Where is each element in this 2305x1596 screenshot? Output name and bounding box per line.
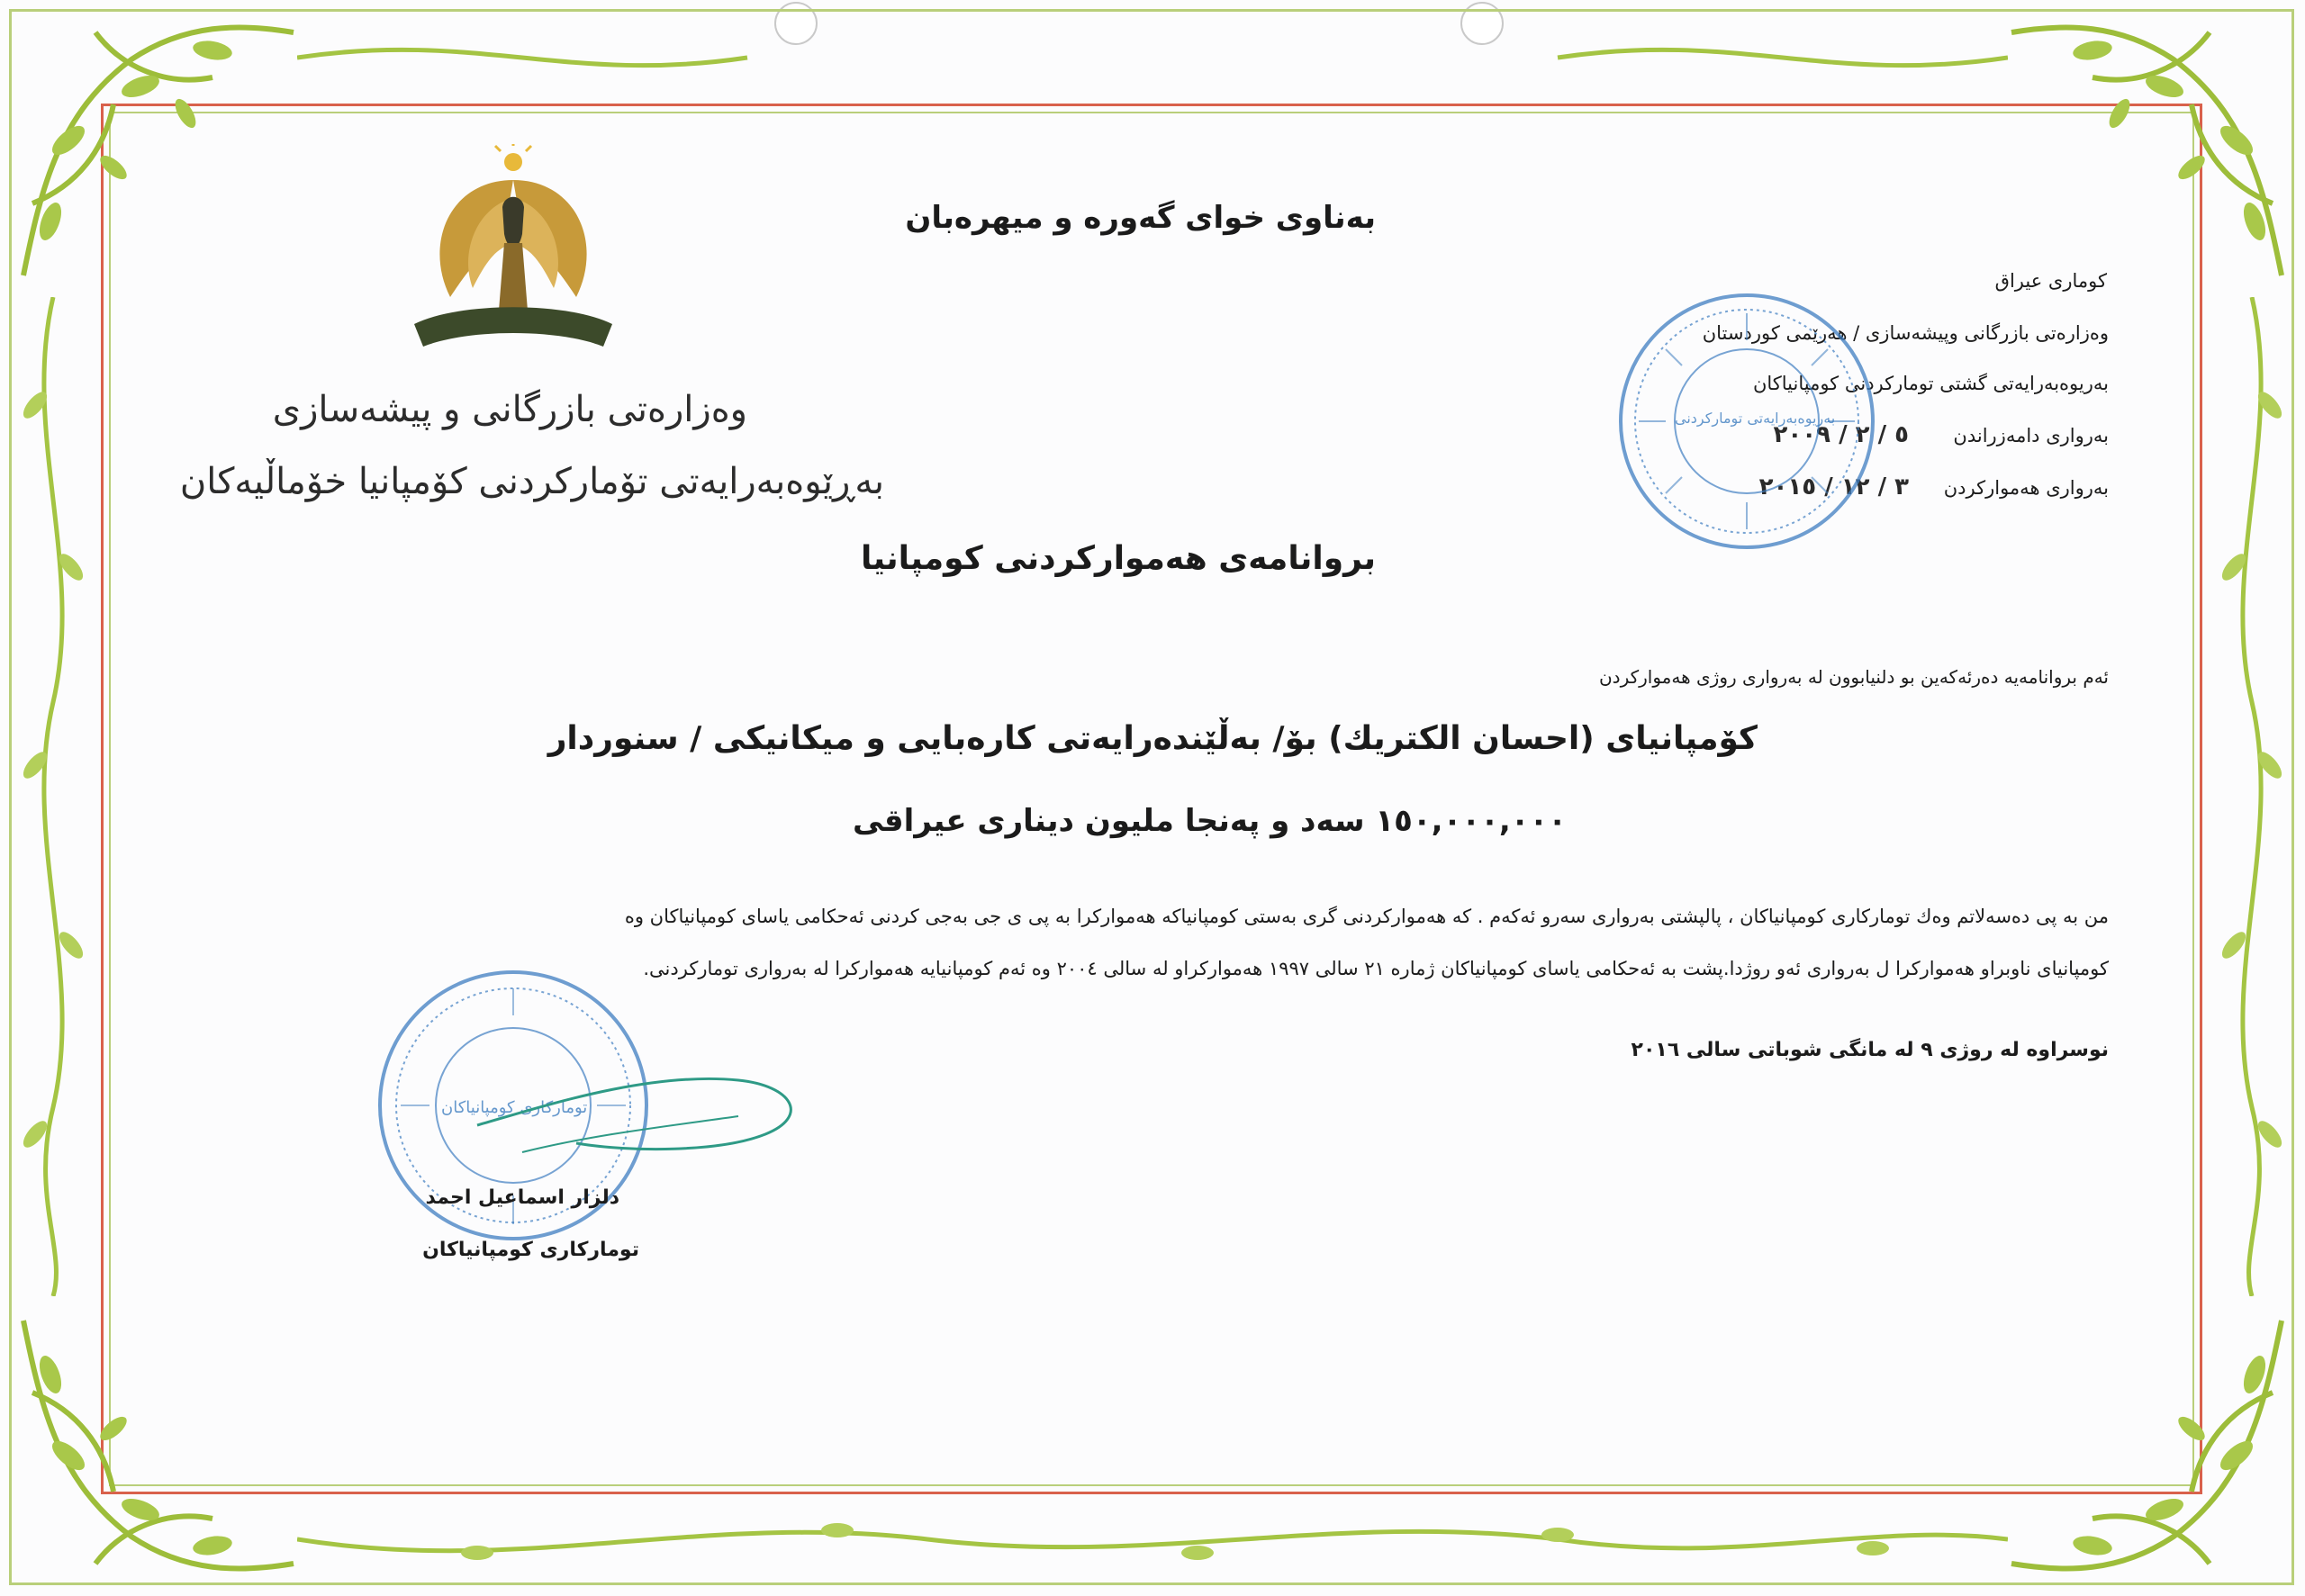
info-amendment-date-value: ٣ / ١٢ / ٢٠١٥ (1758, 473, 1909, 500)
capital-amount-line: ١٥٠,٠٠٠,٠٠٠ سەد و پەنجا ملیون دیناری عیراقی (853, 803, 1567, 839)
issue-date-line: نوسراوە لە روژی ٩ لە مانگی شوباتی سالی ٢٠١٦ (1631, 1039, 2109, 1061)
ministry-name-line2: بەڕێوەبەرایەتی تۆمارکردنی کۆمپانیا خۆماڵیەکان (179, 461, 884, 502)
info-amendment-date-label: بەرواری هەمواركردن (1943, 477, 2109, 499)
certificate-body-line2: کومپانیای ناوبراو هەمواركرا ل بەرواری ئەو روژدا.پشت بە ئەحكامی یاسای کومپانیاکان ژمارە ٢١ سالی ١٩٩٧ هەمواركراو لە سالی ٢٠٠٤ وە ئەم کومپانیایە هەمواركرا لە بەرواری تومارکردنی. (643, 958, 2109, 979)
stamp-top-center-text: بەریوەبەرایەتی تومارکردنی (1675, 410, 1836, 427)
side-vine-left (13, 297, 94, 1296)
info-directorate: بەریوەبەرایەتی گشتی تومارکردنی کومپانیاکان (1752, 373, 2109, 394)
corner-ornament-top-right (2002, 5, 2300, 302)
info-establishment-date-value: ٥ / ٢ / ٢٠٠٩ (1773, 421, 1909, 448)
basmala-heading: بەناوی خوای گەورە و میهرەبان (905, 200, 1376, 236)
side-vine-top (297, 13, 2008, 94)
info-establishment-date-label: بەرواری دامەزراندن (1953, 425, 2109, 446)
corner-ornament-top-left (5, 5, 303, 302)
kurdistan-emblem-logo (396, 144, 630, 360)
handwritten-signature (468, 1017, 810, 1179)
certificate-body-line1: من به پی دەسەلاتم وەك تومارکاری کومپانیاکان ، پالپشتی بەرواری سەرو ئەکەم . کە هەمواركردنی گری بەستی کومپانیاکە هەمواركرا بە پی ی جی بەجی کردنی ئەحكامی یاسای کومپانیاکان وە (624, 906, 2109, 927)
stamp-bottom-center-text: تومارکاری کومپانیاکان (441, 1098, 588, 1117)
corner-ornament-bottom-right (2002, 1294, 2300, 1591)
certificate-title: بروانامەی هەمواركردنی كومپانیا (860, 540, 1376, 577)
ministry-name-line1: وەزارەتی بازرگانی و پیشەسازی (272, 389, 747, 430)
info-ministry: وەزارەتی بازرگانی وپیشەسازی / هەرێمی کوردستان (1702, 322, 2109, 344)
side-vine-bottom (297, 1503, 2008, 1584)
side-vine-right (2211, 297, 2292, 1296)
company-name-line: كۆمپانیای (احسان الكتريك) بۆ/ بەڵێندەرایەتی كارەبایی و میكانیكی / سنوردار (547, 720, 1758, 757)
certificate-intro: ئەم بروانامەیە دەرئەكەین بو دلنیابوون لە بەرواری روژی هەمواركردن (1598, 666, 2109, 688)
signatory-name: دلزار اسماعیل احمد (425, 1186, 619, 1209)
signatory-title: تومارکاری کومپانیاکان (422, 1239, 639, 1261)
info-republic-iraq: کوماری عیراق (1994, 270, 2107, 292)
corner-ornament-bottom-left (5, 1294, 303, 1591)
